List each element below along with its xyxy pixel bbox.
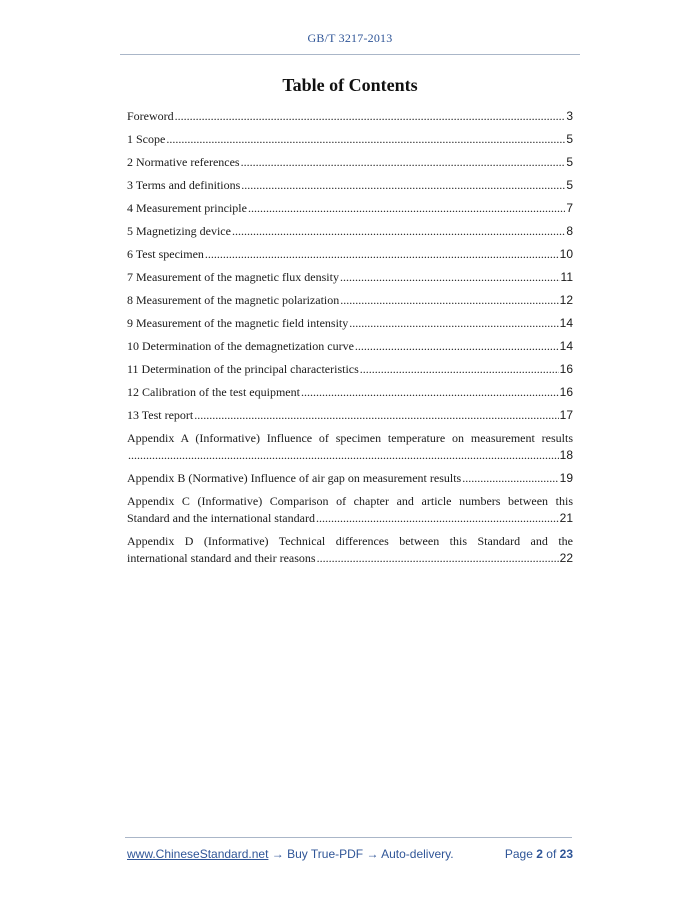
toc-page-number: 11 — [560, 270, 573, 284]
toc-entry-title-line: Appendix D (Informative) Technical differences between this Standard and the — [127, 534, 573, 548]
toc-entry[interactable] — [127, 200, 573, 217]
toc-entry[interactable] — [127, 407, 573, 424]
website-link[interactable]: www.ChineseStandard.net — [127, 847, 269, 861]
toc-entry[interactable] — [127, 108, 573, 125]
toc-entry[interactable] — [127, 315, 573, 332]
toc-entry-line — [127, 361, 573, 378]
toc-dot-leader — [248, 200, 565, 217]
page-indicator — [505, 847, 573, 861]
table-of-contents — [127, 108, 573, 573]
toc-page-number: 22 — [559, 551, 573, 565]
toc-dot-leader — [462, 470, 558, 487]
toc-entry-line — [127, 447, 573, 464]
footer — [127, 847, 573, 861]
toc-entry-line — [127, 550, 573, 567]
toc-entry-title: 10 Determination of the demagnetization curve — [127, 339, 354, 353]
toc-dot-leader — [317, 550, 559, 567]
toc-entry[interactable] — [127, 177, 573, 194]
toc-entry-line — [127, 384, 573, 401]
toc-entry-line — [127, 131, 573, 148]
toc-dot-leader — [340, 292, 558, 309]
toc-page-number: 14 — [559, 339, 573, 353]
toc-page-number: 8 — [566, 224, 573, 238]
toc-entry-title-line: Appendix A (Informative) Influence of specimen temperature on measurement results — [127, 431, 573, 445]
toc-page-number: 19 — [559, 471, 573, 485]
toc-entry-line — [127, 200, 573, 217]
toc-entry-line — [127, 338, 573, 355]
page-title: Table of Contents — [282, 75, 418, 95]
toc-dot-leader — [355, 338, 559, 355]
toc-dot-leader — [340, 269, 560, 286]
toc-dot-leader — [241, 177, 565, 194]
toc-entry-title: 5 Magnetizing device — [127, 224, 231, 238]
toc-dot-leader — [241, 154, 566, 171]
toc-entry-title: Foreword — [127, 109, 174, 123]
toc-entry-title: 9 Measurement of the magnetic field intensity — [127, 316, 349, 330]
toc-entry[interactable] — [127, 269, 573, 286]
toc-entry-title: Standard and the international standard — [127, 511, 315, 525]
toc-entry-title-line: Appendix C (Informative) Comparison of chapter and article numbers between this — [127, 494, 573, 508]
toc-entry-line — [127, 108, 573, 125]
toc-page-number: 14 — [559, 316, 573, 330]
toc-entry-title: 1 Scope — [127, 132, 166, 146]
toc-entry-line — [127, 470, 573, 487]
toc-entry-line — [127, 246, 573, 263]
toc-entry[interactable] — [127, 292, 573, 309]
toc-page-number: 16 — [559, 362, 573, 376]
toc-entry-line — [127, 269, 573, 286]
toc-page-number: 5 — [566, 155, 573, 169]
toc-entry-title: Appendix B (Normative) Influence of air gap on measurement results — [127, 471, 462, 485]
toc-entry[interactable] — [127, 533, 573, 567]
toc-dot-leader — [232, 223, 565, 240]
toc-entry-title: 12 Calibration of the test equipment — [127, 385, 300, 399]
toc-entry[interactable] — [127, 384, 573, 401]
toc-entry[interactable] — [127, 470, 573, 487]
footer-promo — [127, 847, 454, 861]
document-code-header: GB/T 3217-2013 — [307, 31, 393, 45]
current-page-number: 2 — [536, 847, 543, 861]
toc-entry-line — [127, 510, 573, 527]
toc-entry[interactable] — [127, 361, 573, 378]
of-label: of — [546, 847, 557, 861]
toc-entry-title: international standard and their reasons — [127, 551, 316, 565]
toc-entry-title: 11 Determination of the principal characteristics — [127, 362, 359, 376]
toc-entry-line — [127, 315, 573, 332]
toc-page-number: 21 — [559, 511, 573, 525]
toc-page-number: 12 — [559, 293, 573, 307]
toc-entry-line — [127, 407, 573, 424]
toc-entry-title: 7 Measurement of the magnetic flux density — [127, 270, 339, 284]
toc-entry-title: 2 Normative references — [127, 155, 240, 169]
toc-dot-leader — [360, 361, 559, 378]
toc-entry-line — [127, 223, 573, 240]
footer-divider — [125, 837, 572, 838]
toc-entry[interactable] — [127, 131, 573, 148]
toc-page-number: 3 — [566, 109, 573, 123]
toc-dot-leader — [166, 131, 565, 148]
toc-entry[interactable] — [127, 493, 573, 527]
toc-entry-line — [127, 154, 573, 171]
toc-dot-leader — [301, 384, 559, 401]
toc-dot-leader — [175, 108, 566, 125]
toc-page-number: 5 — [566, 132, 573, 146]
toc-page-number: 5 — [566, 178, 573, 192]
toc-entry-title: 3 Terms and definitions — [127, 178, 241, 192]
toc-entry-title: 13 Test report — [127, 408, 194, 422]
total-pages-number: 23 — [559, 847, 573, 861]
toc-dot-leader — [349, 315, 558, 332]
toc-entry[interactable] — [127, 154, 573, 171]
toc-dot-leader — [205, 246, 559, 263]
toc-page-number: 16 — [559, 385, 573, 399]
toc-page-number: 18 — [559, 448, 573, 462]
toc-dot-leader — [316, 510, 559, 527]
toc-page-number: 10 — [559, 247, 573, 261]
page-label: Page — [504, 847, 533, 861]
toc-dot-leader — [128, 447, 559, 464]
toc-page-number: 7 — [566, 201, 573, 215]
toc-entry-title: 6 Test specimen — [127, 247, 204, 261]
toc-entry[interactable] — [127, 430, 573, 464]
toc-dot-leader — [194, 407, 558, 424]
toc-entry-line — [127, 177, 573, 194]
footer-tagline: → Buy True-PDF → Auto-delivery. — [268, 847, 454, 861]
toc-entry-title: 8 Measurement of the magnetic polarization — [127, 293, 340, 307]
toc-entry-title: 4 Measurement principle — [127, 201, 247, 215]
toc-entry-line — [127, 292, 573, 309]
toc-entry[interactable] — [127, 338, 573, 355]
toc-page-number: 17 — [559, 408, 573, 422]
toc-entry[interactable] — [127, 246, 573, 263]
header-divider — [120, 54, 580, 55]
toc-entry[interactable] — [127, 223, 573, 240]
